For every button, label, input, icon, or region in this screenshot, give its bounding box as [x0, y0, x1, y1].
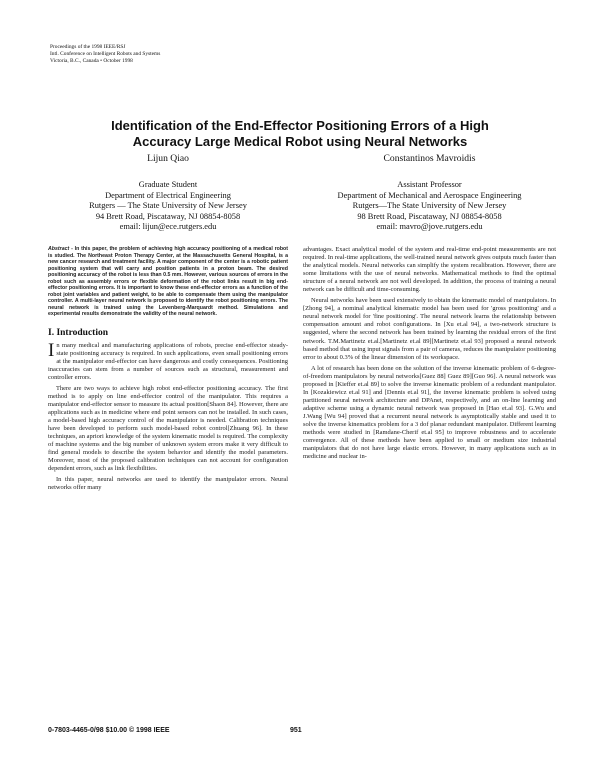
author-1-name: Lijun Qiao — [147, 153, 189, 164]
author-1-affiliation — [48, 180, 288, 233]
proceedings-line: Proceedings of the 1998 IEEE/RSJ — [50, 44, 126, 50]
body-paragraph: A lot of research has been done on the solution of the inverse kinematic problem of 6-degree-of-freedom manipulators by neural networks[Guez 88] Guez 89][Guo 96]. A neural network was proposed in [Kieffer et.al 89] to solve the inverse kinematic problem of a redundant manipulator. In [Kozakiewicz et.al 91] and [Dennis et.al 91], the inverse kinematic problem is solved using partitioned neural network architecture and DPAnet, respectively, and an on-line learning and adaptive scheme using a dynamic neural network was proposed in [Hao et.al 93]. G.Wu and J.Wang [Wu 94] proved that a recurrent neural network is asymptotically stable and used it to solve the inverse kinematics problem for a 3 dof planar redundant manipulator. Different learning methods were studied in [Ramdane-Cherif et.al 95] to improve robustness and to accelerate convergence. All of these methods have been applied to small or medium size industrial manipulators that do not have large elastic errors. However, in many applications such as in medicine and nuclear in- — [303, 364, 556, 461]
abstract — [48, 246, 288, 318]
intro-paragraph — [48, 339, 288, 382]
body-paragraph: advantages. Exact analytical model of the system and real-time end-point measurements are not required. In real-time applications, the well-trained neural network gives outputs much faster than the analytical models. Neural networks can simplify the system recalibration. However, there are some limitations with the use of neural networks. Mathematical methods to find the optimal structure of a neural network are not well developed. In addition, the process of training a neural network can be difficult and time-consuming. — [303, 246, 556, 294]
affiliation-line: Rutgers — The State University of New Jersey — [89, 201, 247, 211]
affiliation-line: email: lijun@ece.rutgers.edu — [119, 222, 217, 232]
intro-paragraph: In this paper, neural networks are used to identify the manipulator errors. Neural networks offer many — [48, 476, 288, 492]
body-paragraph: Neural networks have been used extensively to obtain the kinematic model of manipulators. In [Zhong 94], a nominal analytical kinematic model has been used for 'gross positioning' and a neural network model for 'fine positioning'. The neural network learns the relationship between compensation amount and robot configurations. In [Xu et.al 94], a two-network structure is suggested, where the second network has been trained by learning the residual errors of the first network. T.M.Martinetz et.al.[Martinetz et.al 89][Martinetz et.al 93] proposed a neural network based method that using input signals from a pair of cameras, reduces the manipulator positioning error to about 0.3% of the linear dimension of its workspace. — [303, 297, 556, 361]
affiliation-line: Department of Electrical Engineering — [105, 190, 231, 200]
dropcap-letter: I — [48, 339, 55, 361]
title-line-2: Accuracy Large Medical Robot using Neural Networks — [132, 134, 468, 149]
proceedings-line: Victoria, B.C., Canada • October 1998 — [50, 58, 133, 65]
affiliation-line: Department of Mechanical and Aerospace Engineering — [337, 190, 522, 200]
right-column — [303, 246, 556, 464]
abstract-label: Abstract — [48, 246, 70, 252]
affiliation-line: 98 Brett Road, Piscataway, NJ 08854-8058 — [357, 211, 502, 221]
affiliation-line: 94 Brett Road, Piscataway, NJ 08854-8058 — [95, 211, 241, 221]
paper-title — [60, 118, 540, 150]
page-number: 951 — [290, 727, 302, 734]
abstract-text: - In this paper, the problem of achieving high accuracy positioning of a medical robot is studied. The Northeast Proton Therapy Center, at the Massachusetts General Hospital, is a new cancer research and treatment facility. A major component of the center is a robotic patient positioning system that will carry and position patients in a proton beam. The desired positioning accuracy of the robot is less than 0.5 mm. However, various sources of errors in the robot such as assembly errors or flexible deformation of the robot links result in big end-effector positioning errors. It is important to know these end-effector errors as a function of the robot joint variables and patient weight, to be able to compensate them using the manipulator controller. A multi-layer neural network is proposed to identify the robot positioning errors. The neural network is trained using the Levenberg-Marquardt method. Simulations and experimental results demonstrate the validity of the neural network. — [48, 246, 288, 317]
affiliation-line: email: mavro@jove.rutgers.edu — [376, 222, 483, 232]
affiliation-line: Graduate Student — [138, 180, 198, 189]
section-heading-introduction: I. Introduction — [48, 327, 109, 338]
author-2-name: Constantinos Mavroidis — [383, 153, 476, 164]
proceedings-line: Intl. Conference on Intelligent Robots and Systems — [50, 51, 161, 58]
introduction-body — [48, 339, 288, 493]
left-column — [48, 246, 288, 495]
intro-paragraph-text: n many medical and manufacturing applications of robots, precise end-effector steady-state positioning accuracy is required. In such applications, even small positioning errors at the manipulator end-effector can have dangerous and costly consequences. Positioning inaccuracies can stem from a number of sources such as structural, measurement and controller errors. — [48, 341, 288, 381]
proceedings-header — [50, 44, 210, 66]
intro-paragraph: There are two ways to achieve high robot end-effector positioning accuracy. The first method is to apply on line end-effector control of the manipulator. This requires a manipulator end-effector sensor to measure its actual position[Shaon 84]. However, there are applications such as in medicine where end point sensors can not be installed. In such cases, a model-based high accuracy control of the manipulator is needed. Calibration techniques have been developed to perform such model-based robot control[Zhuang 96]. In these techniques, an apriori knowledge of the system kinematic model is required. The complexity of machine systems and the big number of unknown system errors make it very difficult to find general models to describe the system behavior and identify the model parameters. Moreover, most of the proposed calibration techniques can not account for configuration dependent errors, such as link flexibilities. — [48, 384, 288, 473]
affiliation-line: Assistant Professor — [397, 180, 462, 189]
author-2-affiliation — [303, 180, 556, 233]
footer-isbn: 0-7803-4465-0/98 $10.00 © 1998 IEEE — [48, 727, 170, 734]
affiliation-line: Rutgers—The State University of New Jersey — [352, 201, 507, 211]
title-line-1: Identification of the End-Effector Positioning Errors of a High — [111, 118, 489, 133]
